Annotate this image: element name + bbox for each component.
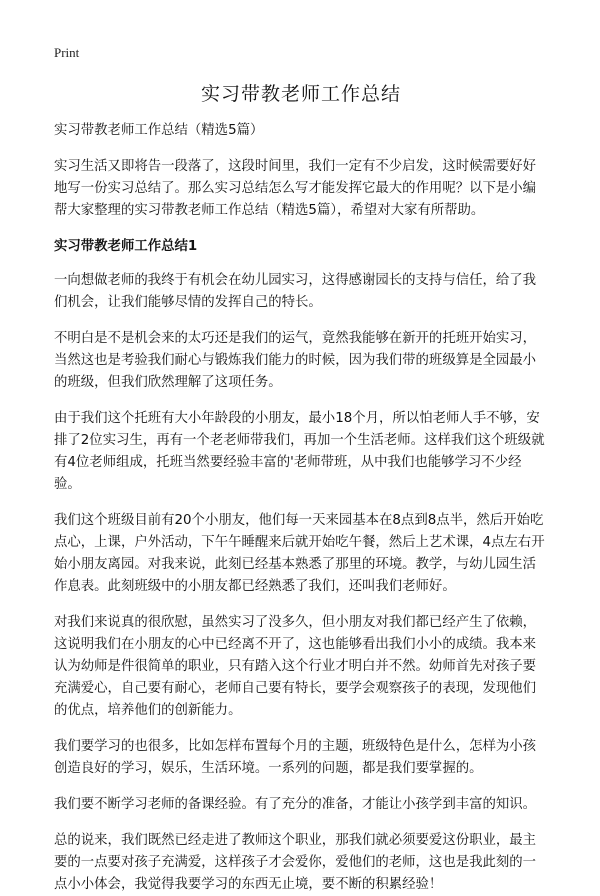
- paragraph: 我们要学习的也很多，比如怎样布置每个月的主题，班级特色是什么，怎样为小孩创造良好的学习，娱乐，生活环境。一系列的问题，都是我们要掌握的。: [54, 739, 537, 776]
- paragraph: 一向想做老师的我终于有机会在幼儿园实习，这得感谢园长的支持与信任，给了我们机会，让我们能够尽情的发挥自己的特长。: [54, 273, 537, 310]
- paragraph: 总的说来，我们既然已经走进了教师这个职业，那我们就必须要爱这份职业，最主要的一点要对孩子充满爱，这样孩子才会爱你，爱他们的老师，这也是我此刻的一点小小体会，我觉得我要学习的东西无止境，要不断的积累经验！: [54, 833, 537, 892]
- paragraph: 我们要不断学习老师的备课经验。有了充分的准备，才能让小孩学到丰富的知识。: [54, 797, 537, 812]
- intro-paragraph: 实习生活又即将告一段落了，这段时间里，我们一定有不少启发，这时候需要好好地写一份实习总结了。那么实习总结怎么写才能发挥它最大的作用呢？以下是小编帮大家整理的实习带教老师工作总结（精选5篇），希望对大家有所帮助。: [54, 159, 537, 218]
- paragraph: 我们这个班级目前有20个小朋友，他们每一天来园基本在8点到8点半，然后开始吃点心，上课，户外活动，下午午睡醒来后就开始吃午餐，然后上艺术课，4点左右开始小朋友离园。对我来说，此刻已经基本熟悉了那里的环境。教学，与幼儿园生活作息表。此刻班级中的小朋友都已经熟悉了我们，还叫我们老师好。: [54, 513, 545, 594]
- paragraph: 由于我们这个托班有大小年龄段的小朋友，最小18个月，所以怕老师人手不够，安排了2位实习生，再有一个老老师带我们，再加一个生活老师。这样我们这个班级就有4位老师组成，托班当然要经验丰富的'老师带班，从中我们也能够学习不少经验。: [54, 411, 545, 492]
- page-title: 实习带教老师工作总结: [200, 83, 401, 105]
- subtitle: 实习带教老师工作总结（精选5篇）: [54, 123, 264, 138]
- print-link[interactable]: Print: [54, 45, 80, 60]
- section-heading: 实习带教老师工作总结1: [54, 239, 198, 254]
- paragraph: 对我们来说真的很欣慰，虽然实习了没多久，但小朋友对我们都已经产生了依赖，这说明我们在小朋友的心中已经离不开了，这也能够看出我们小小的成绩。我本来认为幼师是件很简单的职业，只有踏入这个行业才明白并不然。幼师首先对孩子要充满爱心，自己要有耐心，老师自己要有特长，要学会观察孩子的表现，发现他们的优点，培养他们的创新能力。: [54, 615, 537, 718]
- paragraph: 不明白是不是机会来的太巧还是我们的运气，竟然我能够在新开的托班开始实习，当然这也是考验我们耐心与锻炼我们能力的时候，因为我们带的班级算是全园最小的班级，但我们欣然理解了这项任务。: [54, 331, 537, 390]
